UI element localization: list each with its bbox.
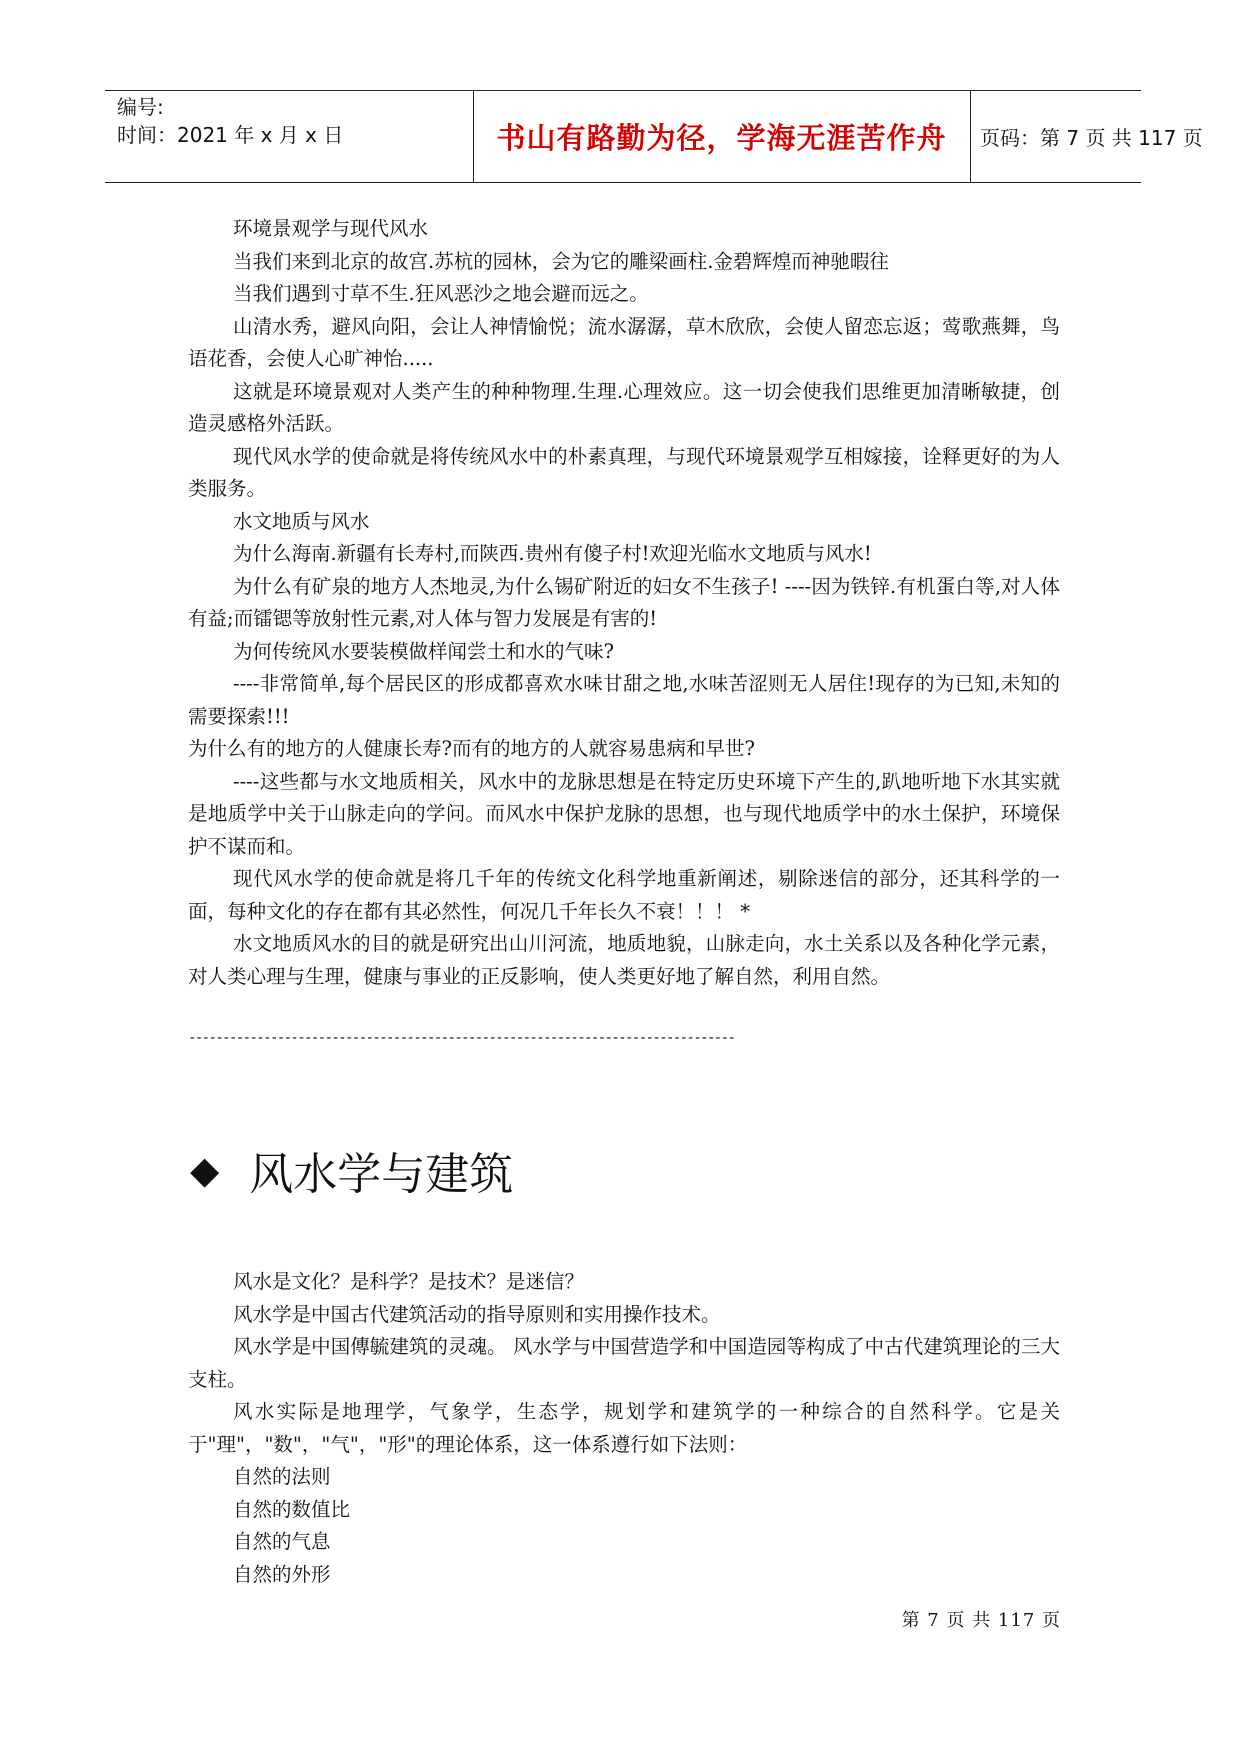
- section-body-text: [188, 1266, 1060, 1591]
- paragraph: 自然的外形: [233, 1562, 331, 1586]
- body-text: [188, 213, 1060, 993]
- page-header: [105, 90, 1203, 183]
- paragraph: 为什么有的地方的人健康长寿?而有的地方的人就容易患病和早世?: [188, 737, 755, 760]
- dashed-divider: --------------------------------------------------------------------------------: [188, 1030, 735, 1046]
- header-motto: 书山有路勤为径，学海无涯苦作舟: [496, 121, 947, 155]
- paragraph: 自然的气息: [233, 1530, 331, 1553]
- time-label: 时间：2021 年 x 月 x 日: [117, 123, 344, 147]
- paragraph: 现代风水学的使命就是将几千年的传统文化科学地重新阐述，剔除迷信的部分，还其科学的一面，每种文化的存在都有其必然性，何况几千年长久不衰！！！ *: [188, 867, 1060, 923]
- page-footer: 第 7 页 共 117 页: [901, 1610, 1061, 1631]
- paragraph: 风水学是中国傳毓建筑的灵魂。 风水学与中国营造学和中国造园等构成了中古代建筑理论的三大支柱。: [188, 1335, 1060, 1391]
- paragraph: 为何传统风水要装模做样闻尝土和水的气味?: [233, 639, 614, 663]
- paragraph: 环境景观学与现代风水: [233, 217, 429, 240]
- diamond-icon: ◆: [190, 1148, 220, 1192]
- header-meta: [117, 91, 472, 182]
- paragraph: 水文地质与风水: [233, 509, 370, 533]
- paragraph: ----这些都与水文地质相关，风水中的龙脉思想是在特定历史环境下产生的,趴地听地下水其实就是地质学中关于山脉走向的学问。而风水中保护龙脉的思想，也与现代地质学中的水土保护，环境保护不谋而和。: [188, 769, 1060, 858]
- paragraph: 山清水秀，避风向阳，会让人神情愉悦；流水潺潺，草木欣欣，会使人留恋忘返；莺歌燕舞，鸟语花香，会使人心旷神怡.....: [188, 314, 1060, 370]
- paragraph: 自然的法则: [233, 1465, 331, 1488]
- paragraph: 这就是环境景观对人类产生的种种物理.生理.心理效应。这一切会使我们思维更加清晰敏捷，创造灵感格外活跃。: [188, 379, 1060, 435]
- header-page-info: 页码：第 7 页 共 117 页: [980, 126, 1203, 150]
- serial-label: 编号:: [117, 95, 164, 119]
- paragraph: 为什么有矿泉的地方人杰地灵,为什么锡矿附近的妇女不生孩子! ----因为铁锌.有机蛋白等,对人体有益;而镭锶等放射性元素,对人体与智力发展是有害的!: [188, 574, 1060, 630]
- section-heading: [190, 1138, 513, 1202]
- paragraph: 风水是文化？是科学？是技术？是迷信？: [233, 1270, 585, 1293]
- paragraph: 水文地质风水的目的就是研究出山川河流，地质地貌，山脉走向，水土关系以及各种化学元素，对人类心理与生理，健康与事业的正反影响，使人类更好地了解自然，利用自然。: [188, 932, 1060, 988]
- paragraph: 为什么海南.新疆有长寿村,而陕西.贵州有傻子村!欢迎光临水文地质与风水!: [233, 542, 872, 565]
- paragraph: ----非常简单,每个居民区的形成都喜欢水味甘甜之地,水味苦涩则无人居住!现存的为已知,未知的需要探索!!!: [188, 672, 1060, 728]
- paragraph: 自然的数值比: [233, 1497, 351, 1521]
- paragraph: 风水学是中国古代建筑活动的指导原则和实用操作技术。: [233, 1302, 721, 1326]
- paragraph: 现代风水学的使命就是将传统风水中的朴素真理，与现代环境景观学互相嫁接，诠释更好的为人类服务。: [188, 444, 1060, 500]
- header-divider-left: [473, 91, 474, 182]
- header-divider-right: [970, 91, 971, 182]
- paragraph: 当我们遇到寸草不生.狂风恶沙之地会避而远之。: [233, 282, 649, 305]
- paragraph: 风水实际是地理学，气象学，生态学，规划学和建筑学的一种综合的自然科学。它是关于"理"，"数"，"气"，"形"的理论体系，这一体系遵行如下法则：: [188, 1400, 1060, 1456]
- paragraph: 当我们来到北京的故宫.苏杭的园林，会为它的雕梁画柱.金碧辉煌而神驰暇往: [233, 249, 889, 273]
- section-title: 风水学与建筑: [249, 1149, 514, 1200]
